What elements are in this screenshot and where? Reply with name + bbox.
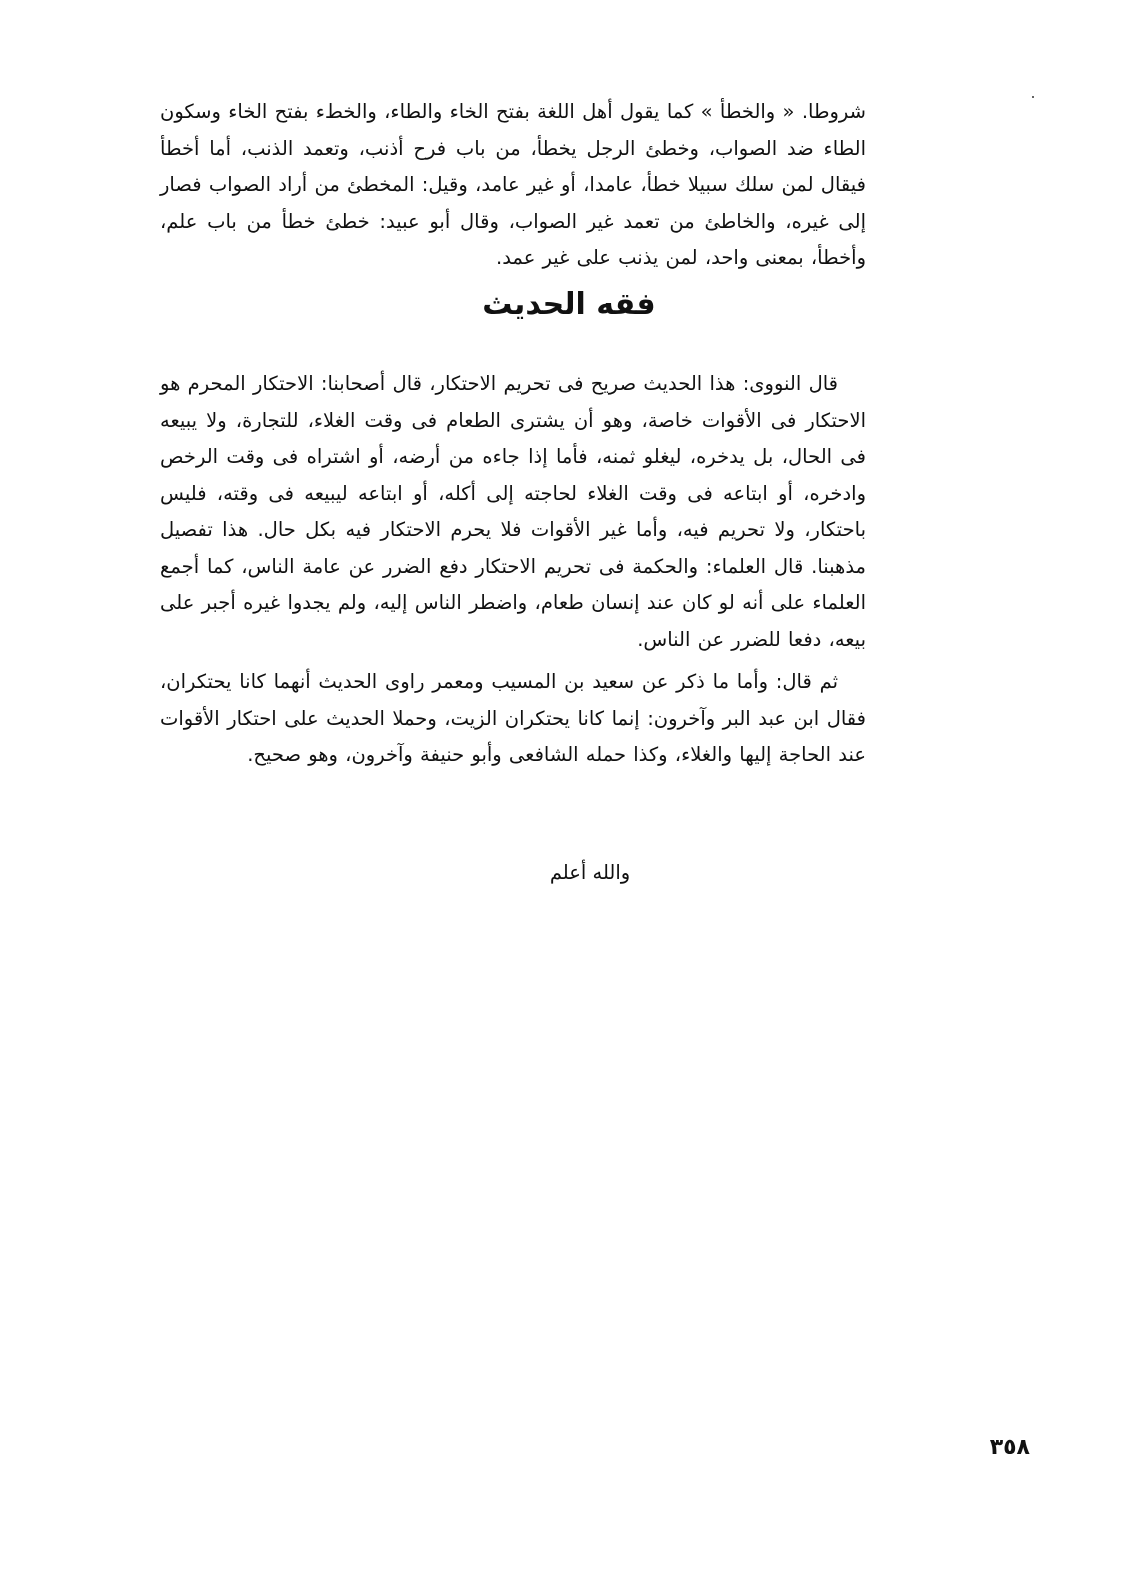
intro-paragraph: شروطا. « والخطأ » كما يقول أهل اللغة بفتح الخاء والطاء، والخطء بفتح الخاء وسكون الطاء ضد الصواب، وخطئ الرجل يخطأ، من باب فرح أذنب، وتعمد الذنب، أما أخطأ فيقال لمن سلك سبيلا خطأ، عامدا، أو غير عامد، وقيل: المخطئ من أراد الصواب فصار إلى غيره، والخاطئ من تعمد غير الصواب، وقال أبو عبيد: خطئ خطأ من باب علم، وأخطأ، بمعنى واحد، لمن يذنب على غير عمد.	[160, 100, 866, 269]
scan-speck	[1032, 96, 1034, 98]
section-heading: فقه الحديث	[482, 287, 656, 322]
page-number: ٣٥٨	[989, 1435, 1030, 1460]
nawawi-paragraph: قال النووى: هذا الحديث صريح فى تحريم الاحتكار، قال أصحابنا: الاحتكار المحرم هو الاحتكار فى الأقوات خاصة، وهو أن يشترى الطعام فى وقت الغلاء، للتجارة، ولا يبيعه فى الحال، بل يدخره، ليغلو ثمنه، فأما إذا جاءه من أرضه، أو اشتراه فى وقت الرخص وادخره، أو ابتاعه فى وقت الغلاء لحاجته إلى أكله، أو ابتاعه ليبيعه فى وقته، فليس باحتكار، ولا تحريم فيه، وأما غير الأقوات فلا يحرم الاحتكار فيه بكل حال. هذا تفصيل مذهبنا. قال العلماء: والحكمة فى تحريم الاحتكار دفع الضرر عن عامة الناس، كما أجمع العلماء على أنه لو كان عند إنسان طعام، واضطر الناس إليه، ولم يجدوا غيره أجبر على بيعه، دفعا للضرر عن الناس.	[160, 372, 866, 651]
closing-phrase: والله أعلم	[549, 861, 631, 884]
said-paragraph: ثم قال: وأما ما ذكر عن سعيد بن المسيب ومعمر راوى الحديث أنهما كانا يحتكران، فقال ابن عبد البر وآخرون: إنما كانا يحتكران الزيت، وحملا الحديث على احتكار الأقوات عند الحاجة إليها والغلاء، وكذا حمله الشافعى وأبو حنيفة وآخرون، وهو صحيح.	[160, 670, 866, 766]
